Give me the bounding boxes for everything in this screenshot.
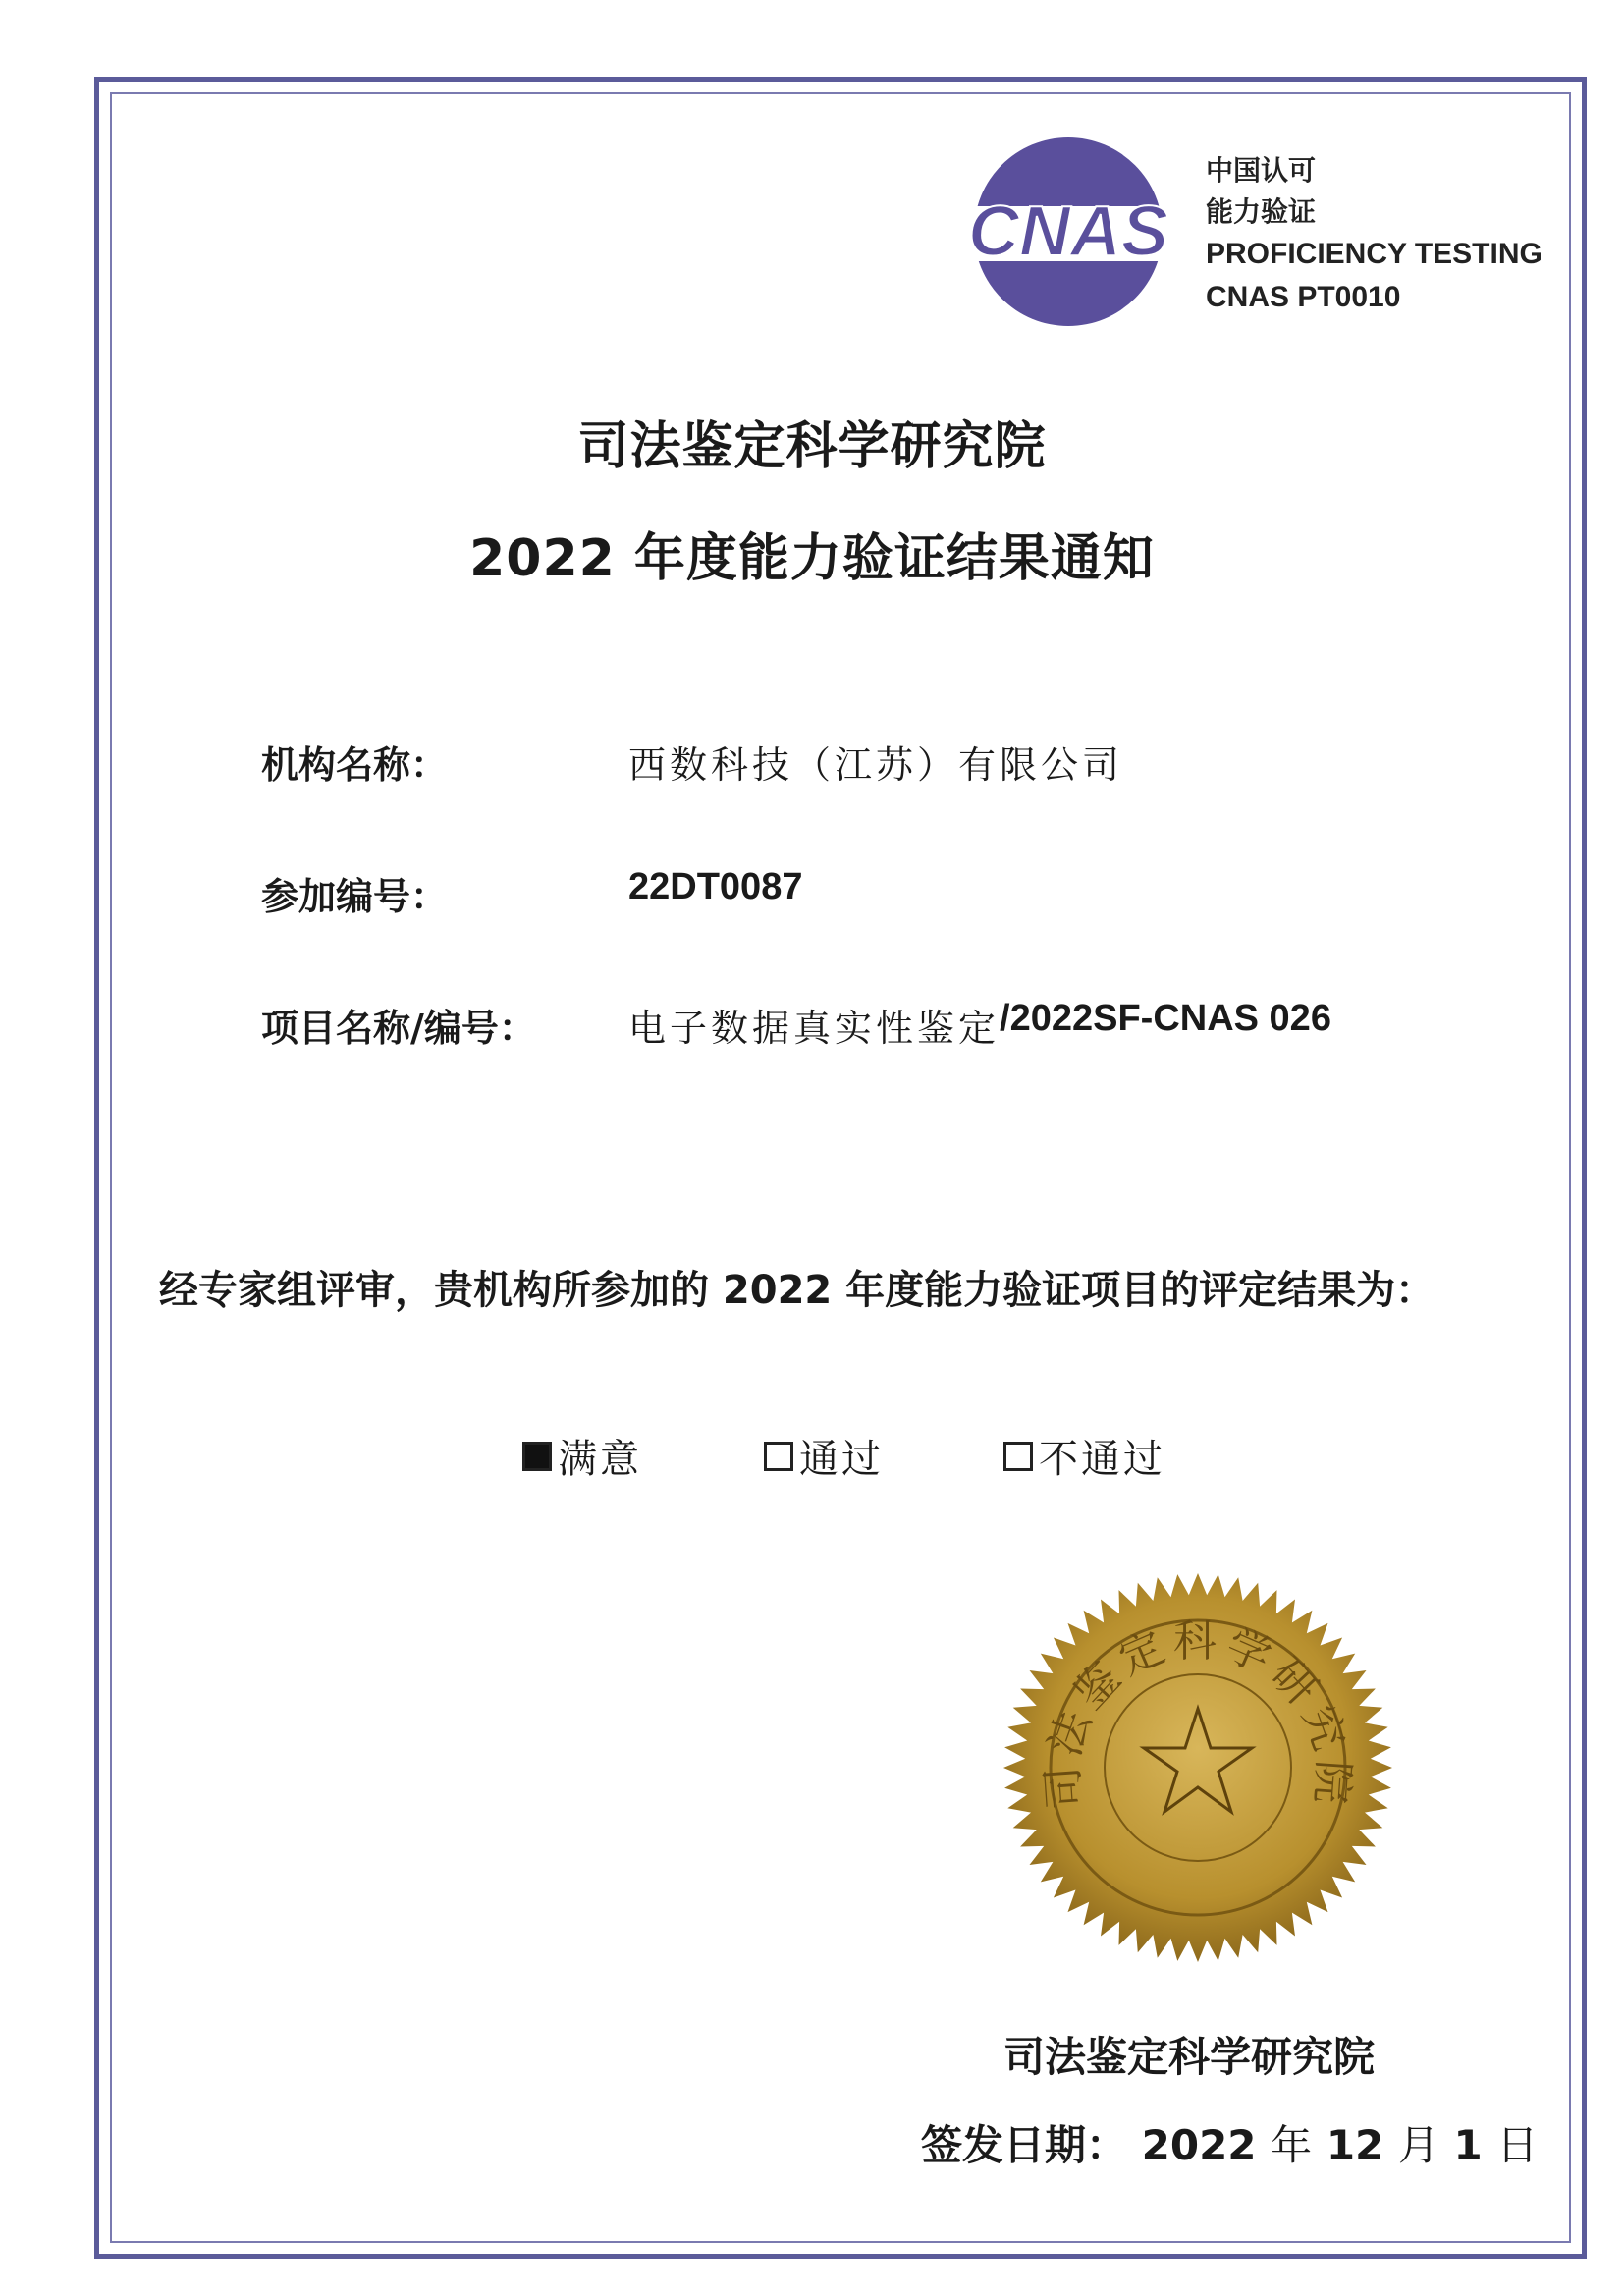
checkbox-checked-icon — [522, 1442, 552, 1471]
project-code: /2022SF-CNAS 026 — [1000, 998, 1331, 1039]
issue-date-year: 2022 — [1141, 2121, 1257, 2169]
result-option-pass — [764, 1428, 884, 1484]
result-option-label: 不通过 — [1039, 1437, 1165, 1482]
cnas-mark-text: CNAS — [967, 192, 1169, 271]
logo-caption-line4: CNAS PT0010 — [1206, 281, 1401, 313]
logo-caption-line2: 能力验证 — [1206, 195, 1317, 228]
result-option-fail — [1003, 1428, 1165, 1484]
issue-date-label: 签发日期： — [921, 2121, 1128, 2169]
cnas-logo — [954, 136, 1182, 328]
logo-caption-line1: 中国认可 — [1206, 154, 1317, 187]
issue-date-day: 1 — [1453, 2121, 1483, 2169]
document-title-notice: 2022 年度能力验证结果通知 — [469, 529, 1155, 588]
cnas-logo-caption — [1206, 154, 1543, 326]
issue-date-month-unit: 月 — [1397, 2121, 1439, 2169]
result-option-satisfactory — [522, 1428, 642, 1484]
result-option-label: 通过 — [799, 1437, 884, 1482]
issue-date-year-unit: 年 — [1271, 2121, 1313, 2169]
gold-seal-icon — [1001, 1571, 1394, 1964]
document-title-org: 司法鉴定科学研究院 — [577, 417, 1047, 476]
project-label: 项目名称/编号： — [261, 1007, 536, 1050]
participant-id-value: 22DT0087 — [628, 866, 803, 907]
org-name-label: 机构名称： — [261, 743, 449, 787]
org-name-value: 西数科技（江苏）有限公司 — [628, 743, 1124, 787]
issue-date — [921, 2113, 1538, 2172]
project-value — [628, 998, 1331, 1052]
seal-text: 司法鉴定科学研究院 — [1037, 1615, 1359, 1812]
participant-id-label: 参加编号： — [261, 875, 449, 918]
issue-date-day-unit: 日 — [1496, 2121, 1539, 2169]
issue-date-month: 12 — [1326, 2121, 1384, 2169]
project-name: 电子数据真实性鉴定 — [628, 1007, 1001, 1050]
result-option-label: 满意 — [558, 1437, 642, 1482]
evaluation-statement: 经专家组评审，贵机构所参加的 2022 年度能力验证项目的评定结果为： — [159, 1268, 1435, 1313]
checkbox-empty-icon — [1003, 1442, 1033, 1471]
issuer-name: 司法鉴定科学研究院 — [1003, 2033, 1376, 2081]
checkbox-empty-icon — [764, 1442, 793, 1471]
logo-caption-line3: PROFICIENCY TESTING — [1206, 238, 1543, 270]
